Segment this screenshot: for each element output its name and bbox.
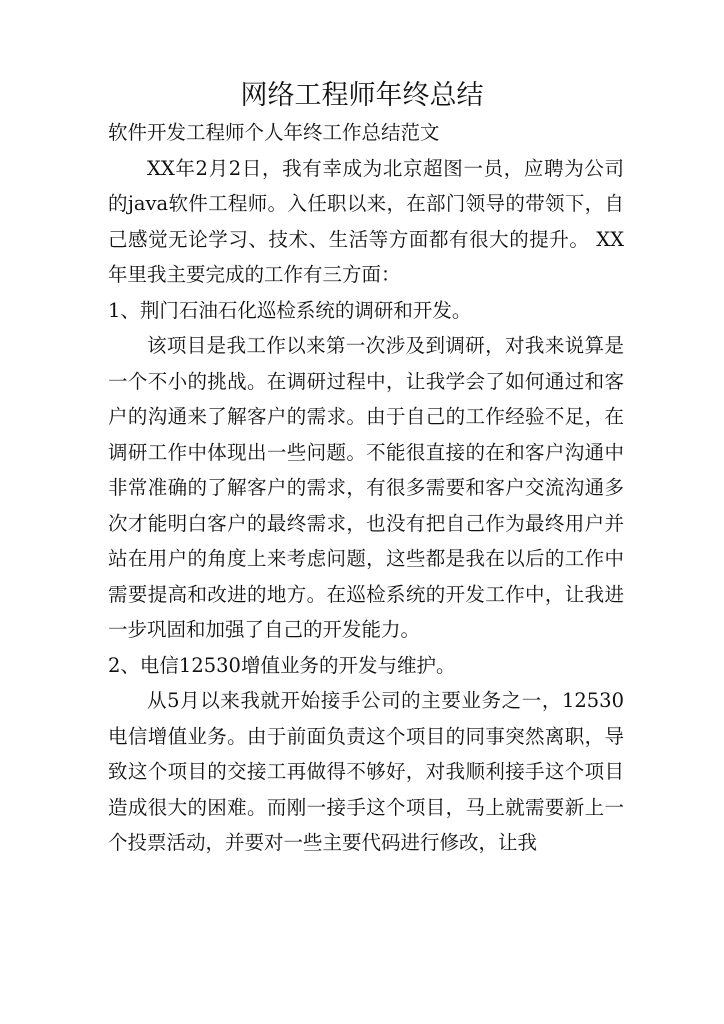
section-heading-1: 1、荆门石油石化巡检系统的调研和开发。 xyxy=(108,298,472,322)
document-body xyxy=(108,115,624,861)
paragraph-intro: XX年2月2日，我有幸成为北京超图一员，应聘为公司的java软件工程师。入任职以来，在部门领导的带领下，自己感觉无论学习、技术、生活等方面都有很大的提升。 XX年里我主要完成的工作有三方面： xyxy=(108,156,624,286)
paragraph-section-2: 从5月以来我就开始接手公司的主要业务之一，12530电信增值业务。由于前面负责这个项目的同事突然离职，导致这个项目的交接工再做得不够好，对我顺利接手这个项目造成很大的困难。而刚一接手这个项目，马上就需要新上一个投票活动，并要对一些主要代码进行修改，让我 xyxy=(108,689,624,854)
document-subtitle: 软件开发工程师个人年终工作总结范文 xyxy=(108,121,440,144)
document-title: 网络工程师年终总结 xyxy=(240,80,484,111)
section-heading-2: 2、电信12530增值业务的开发与维护。 xyxy=(108,653,456,677)
paragraph-section-1: 该项目是我工作以来第一次涉及到调研，对我来说算是一个不小的挑战。在调研过程中，让我学会了如何通过和客户的沟通来了解客户的需求。由于自己的工作经验不足，在调研工作中体现出一些问题。不能很直接的在和客户沟通中非常准确的了解客户的需求，有很多需要和客户交流沟通多次才能明白客户的最终需求，也没有把自己作为最终用户并站在用户的角度上来考虑问题，这些都是我在以后的工作中需要提高和改进的地方。在巡检系统的开发工作中，让我进一步巩固和加强了自己的开发能力。 xyxy=(108,334,624,641)
